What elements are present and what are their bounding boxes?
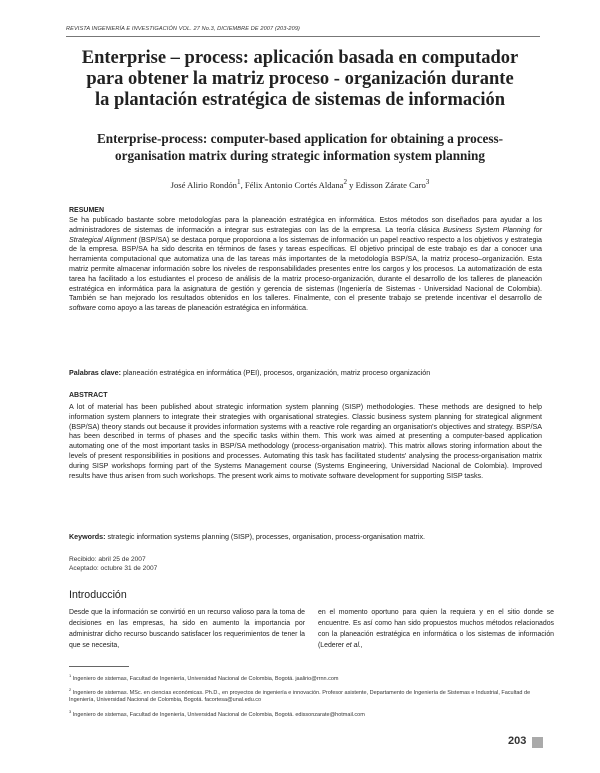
english-title-line-2: organisation matrix during strategic information system planning — [115, 148, 485, 163]
palabras-clave — [69, 369, 542, 379]
intro-right-text: en el momento oportuno para quien la requiera y en el sitio donde se encuentre. Es así como han sido propuestos muchos métodos relacionados con la planeación estratégica en informática o los sistemas de información (Lederer — [318, 609, 554, 650]
intro-right-italic: et al., — [345, 642, 363, 650]
article-dates — [69, 555, 157, 574]
author-list — [60, 178, 540, 190]
footnote-1 — [69, 672, 540, 683]
footnote-2-number: 2 — [69, 687, 72, 692]
spanish-title-line-2: para obtener la matriz proceso - organización durante — [86, 69, 514, 89]
resumen-italic-term: Business System Planning for Strategical Alignment — [69, 225, 543, 244]
page-number: 203 — [508, 735, 527, 747]
resumen-text — [69, 216, 542, 314]
english-title-line-1: Enterprise-process: computer-based application for obtaining a process- — [96, 131, 504, 146]
received-date: Recibido: abril 25 de 2007 — [69, 556, 146, 563]
english-title — [60, 130, 540, 164]
footnote-3 — [69, 708, 540, 719]
author-2-affiliation: 2 — [343, 178, 348, 186]
resumen-heading: RESUMEN — [69, 207, 105, 214]
introduction-heading: Introducción — [69, 589, 127, 601]
page-marker-square — [532, 737, 543, 748]
footnote-1-number: 1 — [69, 673, 72, 678]
author-1-affiliation: 1 — [236, 178, 241, 186]
resumen-text-part: Se ha publicado bastante sobre metodologías para la planeación estratégica en informática. Estos métodos son diseñados para ayudar a los administradores de sistemas de información a integrar sus estrategias con las de la empresa. La teoría clásica — [69, 216, 542, 234]
abstract-heading: ABSTRACT — [69, 392, 108, 399]
intro-column-left: Desde que la información se convirtió en un recurso valioso para la toma de decisiones en las empresas, ha sido en aumento la importancia por administrar dicho recurso buscando satisfacer los requerimientos de tener la que se necesita, — [69, 609, 305, 650]
footnote-2-text: Ingeniero de sistemas. MSc. en ciencias económicas. Ph.D., en proyectos de ingeniería e innovación. Profesor asistente, Departamento de Ingeniería de Sistemas e Industrial, Facultad de Ingeniería, Universidad Nacional de Colombia, Bogotá. facortesa@unal.edu.co — [69, 689, 531, 704]
author-separator: y — [347, 179, 356, 190]
keywords — [69, 533, 542, 543]
resumen-italic-term: software — [69, 304, 96, 313]
spanish-title-line-3: la plantación estratégica de sistemas de información — [94, 90, 506, 110]
footnote-2 — [69, 686, 540, 705]
intro-column-right — [318, 607, 554, 651]
accepted-date: Aceptado: octubre 31 de 2007 — [69, 565, 158, 573]
spanish-title — [60, 48, 540, 111]
palabras-clave-text: planeación estratégica en informática (PEI), procesos, organización, matriz proceso organización — [121, 369, 431, 377]
header-rule — [66, 36, 540, 37]
journal-header: REVISTA INGENIERÍA E INVESTIGACIÓN VOL. 27 No.3, DICIEMBRE DE 2007 (203-209) — [66, 26, 301, 32]
resumen-text-part: (BSP/SA) se destaca porque proporciona a los sistemas de información un papel reactivo respecto a los objetivos y estrategia de la empresa. BSP/SA ha sido descrita en términos de fases y tareas específicas. El objetivo principal de este trabajo es dar a conocer una herramienta computacional que automatiza una de las tareas más importantes de la metodología BSP/SA, la matriz proceso–organización. Esta matriz permite almacenar información sobre los niveles de responsabilidades presentes entre los cargos y los procesos. La automatización de esta tarea ha facilitado a los estudiantes el proceso de análisis de la matriz proceso-organización, durante el desarrollo de los talleres de planeación estratégica en informática para la asignatura de gestión y gerencia de sistemas (Ingeniería de Sistemas - Universidad Nacional de Colombia). También se han mejorado los resultados obtenidos en los talleres. Finalmente, con el presente trabajo se pretende incentivar el desarrollo de — [69, 235, 542, 303]
footnote-3-number: 3 — [69, 709, 72, 714]
spanish-title-line-1: Enterprise – process: aplicación basada en computador — [81, 48, 519, 68]
footnote-rule — [69, 666, 129, 667]
keywords-label: Keywords: — [69, 533, 106, 541]
author-separator: , — [240, 179, 245, 190]
footnote-1-text: Ingeniero de sistemas, Facultad de Ingeniería, Universidad Nacional de Colombia, Bogotá. jaalirio@rrnn.com — [71, 675, 339, 682]
abstract-text: A lot of material has been published about strategic information system planning (SISP) methodologies. These methods are designed to help information system planners to integrate their strategies with organisational strategies. Classic business system planning for strategical alignment (BSP/SA) theory stands out because it provides information systems with a reactive role regarding an organisation's objectives and strategy. BSP/SA has been described in terms of phases and the specific tasks within them. This work was aimed at presenting a computer-based application automating one of the most important tasks in BSP/SA methodology (process-organisation matrix). This matrix allows storing information about the levels of present responsibilities in positions and processes. Automating this task has facilitated students' analysing the process-organisation matrix during SISP workshops forming part of the Systems Management course (Systems Engineering, Universidad Nacional de Colombia). Improved results have thus arisen from such workshops. The present work aims to motivate software development for supporting SISP tasks. — [69, 403, 542, 480]
keywords-text: strategic information systems planning (SISP), processes, organisation, process-organisation matrix. — [105, 533, 425, 541]
author-1: José Alirio Rondón — [170, 179, 237, 190]
resumen-text-part: como apoyo a las tareas de planeación estratégica en informática. — [96, 304, 308, 313]
footnote-3-text: Ingeniero de sistemas, Facultad de Ingeniería, Universidad Nacional de Colombia, Bogotá. edissonzarate@hotmail.com — [71, 711, 365, 718]
author-3: Edisson Zárate Caro — [355, 179, 426, 190]
author-2: Félix Antonio Cortés Aldana — [244, 179, 344, 190]
author-3-affiliation: 3 — [425, 178, 430, 186]
palabras-clave-label: Palabras clave: — [69, 369, 122, 377]
